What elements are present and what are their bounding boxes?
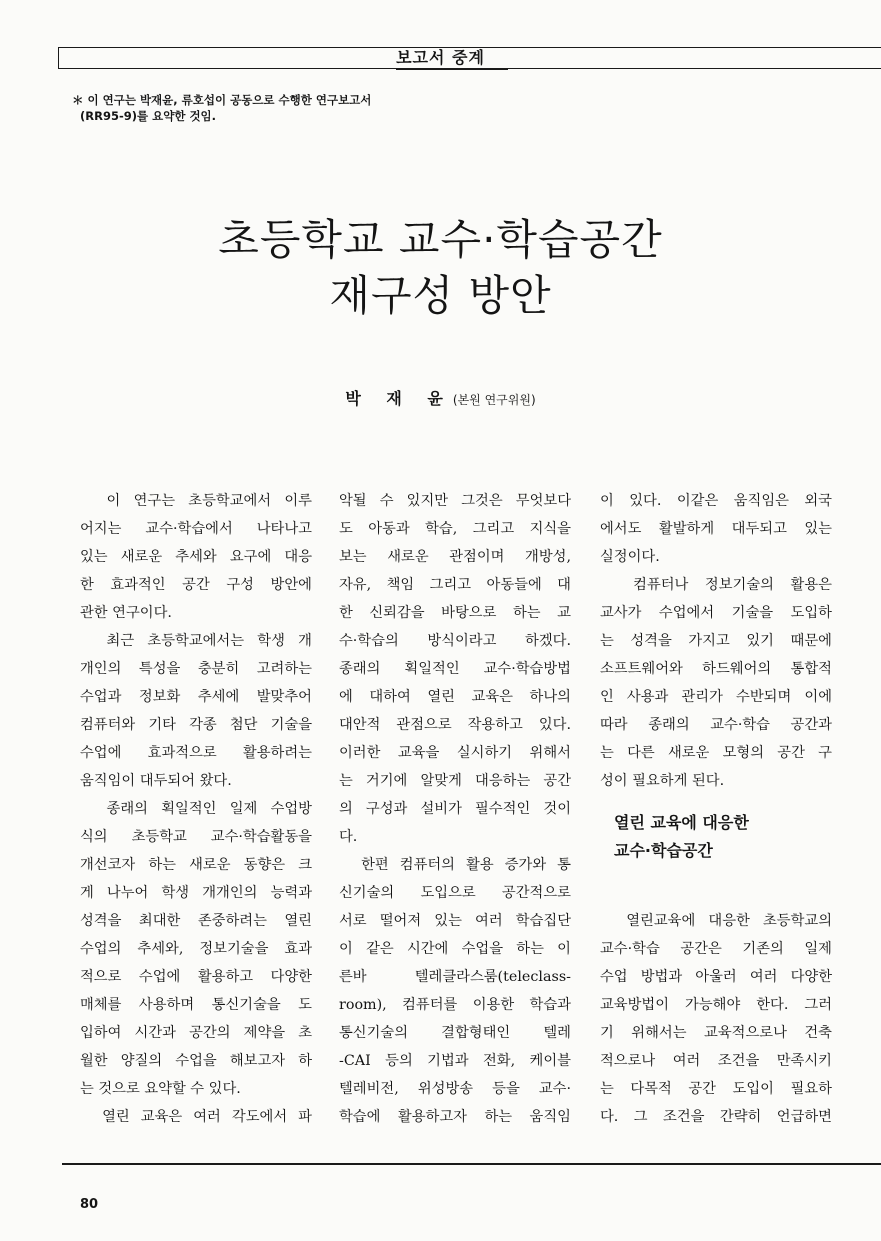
author-byline <box>0 386 881 409</box>
text-line: 이 연구는 초등학교에서 이루 <box>80 493 312 509</box>
text-line: 따라 종래의 교수·학습 공간과 <box>600 717 832 733</box>
text-line: 교사가 수업에서 기술을 도입하 <box>600 605 832 621</box>
text-line: 이 같은 시간에 수업을 하는 이 <box>339 941 571 957</box>
article-title <box>0 212 881 324</box>
text-line: 월한 양질의 수업을 해보고자 하 <box>80 1053 312 1069</box>
text-line: 에서도 활발하게 대두되고 있는 <box>600 521 832 537</box>
text-line: 있는 새로운 추세와 요구에 대응 <box>80 549 312 565</box>
text-line: 대안적 관점으로 작용하고 있다. <box>339 717 571 733</box>
text-line: 최근 초등학교에서는 학생 개 <box>80 633 312 649</box>
section-header-title: 보고서 중계 <box>396 48 485 67</box>
text-line: 성이 필요하게 된다. <box>600 773 725 789</box>
footer-rule <box>62 1163 881 1165</box>
text-line: 어지는 교수·학습에서 나타나고 <box>80 521 312 537</box>
text-line: 악될 수 있지만 그것은 무엇보다 <box>339 493 571 509</box>
text-line: 열린교육에 대응한 초등학교의 <box>600 913 832 929</box>
spacer <box>600 795 832 809</box>
text-line: 교육방법이 가능해야 한다. 그러 <box>600 997 832 1013</box>
author-name: 박 재 윤 <box>345 389 453 408</box>
text-line: 개선코자 하는 새로운 동향은 크 <box>80 857 312 873</box>
text-line: 는 성격을 가지고 있기 때문에 <box>600 633 832 649</box>
text-line: 른바 텔레클라스룸(teleclass- <box>339 969 571 985</box>
footnote <box>72 92 371 124</box>
text-line: 입하여 시간과 공간의 제약을 초 <box>80 1025 312 1041</box>
text-line: 이러한 교육을 실시하기 위해서 <box>339 745 571 761</box>
text-line: 인 사용과 관리가 수반되며 이에 <box>600 689 832 705</box>
body-column-3 <box>600 487 832 1131</box>
text-line: 움직임이 대두되어 왔다. <box>80 773 232 789</box>
text-line: 텔레비전, 위성방송 등을 교수· <box>339 1081 571 1097</box>
footnote-line: (RR95-9)를 요약한 것임. <box>72 109 217 123</box>
text-line: 컴퓨터나 정보기술의 활용은 <box>600 577 832 593</box>
text-line: 통신기술의 결합형태인 텔레 <box>339 1025 571 1041</box>
text-line: 수업에 효과적으로 활용하려는 <box>80 745 312 761</box>
text-line: 컴퓨터와 기타 각종 첨단 기술을 <box>80 717 312 733</box>
text-line: 보는 새로운 관점이며 개방성, <box>339 549 571 565</box>
text-line: 신기술의 도입으로 공간적으로 <box>339 885 571 901</box>
spacer <box>600 865 832 907</box>
text-line: 게 나누어 학생 개개인의 능력과 <box>80 885 312 901</box>
text-line: 개인의 특성을 충분히 고려하는 <box>80 661 312 677</box>
title-line-1: 초등학교 교수·학습공간 <box>218 215 663 264</box>
text-line: 다. <box>339 829 358 845</box>
text-line: 서로 떨어져 있는 여러 학습집단 <box>339 913 571 929</box>
text-line: 는 다목적 공간 도입이 필요하 <box>600 1081 832 1097</box>
text-line: 적으로 수업에 활용하고 다양한 <box>80 969 312 985</box>
text-line: 는 다른 새로운 모형의 공간 구 <box>600 745 832 761</box>
text-line: 이 있다. 이같은 움직임은 외국 <box>600 493 832 509</box>
text-line: 한 효과적인 공간 구성 방안에 <box>80 577 312 593</box>
text-line: 한편 컴퓨터의 활용 증가와 통 <box>339 857 571 873</box>
section-subheading: 교수·학습공간 <box>614 841 713 860</box>
section-header-underline <box>396 68 508 70</box>
text-line: 매체를 사용하며 통신기술을 도 <box>80 997 312 1013</box>
text-line: 다. 그 조건을 간략히 언급하면 <box>600 1109 832 1125</box>
text-line: 수·학습의 방식이라고 하겠다. <box>339 633 571 649</box>
text-line: 에 대하여 열린 교육은 하나의 <box>339 689 571 705</box>
body-column-1 <box>80 487 312 1131</box>
text-line: 종래의 획일적인 교수·학습방법 <box>339 661 571 677</box>
text-line: 성격을 최대한 존중하려는 열린 <box>80 913 312 929</box>
text-line: 적으로나 여러 조건을 만족시키 <box>600 1053 832 1069</box>
text-line: 수업과 정보화 추세에 발맞추어 <box>80 689 312 705</box>
text-line: 식의 초등학교 교수·학습활동을 <box>80 829 312 845</box>
text-line: 한 신뢰감을 바탕으로 하는 교 <box>339 605 571 621</box>
body-column-2 <box>339 487 571 1131</box>
text-line: 실정이다. <box>600 549 660 565</box>
text-line: 종래의 획일적인 일제 수업방 <box>80 801 312 817</box>
text-line: 는 것으로 요약할 수 있다. <box>80 1081 241 1097</box>
text-line: 학습에 활용하고자 하는 움직임 <box>339 1109 571 1125</box>
text-line: room), 컴퓨터를 이용한 학습과 <box>339 997 571 1013</box>
text-line: 교수·학습 공간은 기존의 일제 <box>600 941 832 957</box>
text-line: 는 거기에 알맞게 대응하는 공간 <box>339 773 571 789</box>
text-line: 열린 교육은 여러 각도에서 파 <box>80 1109 312 1125</box>
author-affiliation: (본원 연구위원) <box>452 393 536 407</box>
text-line: 수업의 추세와, 정보기술을 효과 <box>80 941 312 957</box>
text-line: 의 구성과 설비가 필수적인 것이 <box>339 801 571 817</box>
text-line: 기 위해서는 교육적으로나 건축 <box>600 1025 832 1041</box>
section-subheading: 열린 교육에 대응한 <box>614 813 749 832</box>
title-line-2: 재구성 방안 <box>329 271 552 320</box>
text-line: 수업 방법과 아울러 여러 다양한 <box>600 969 832 985</box>
text-line: 관한 연구이다. <box>80 605 172 621</box>
text-line: -CAI 등의 기법과 전화, 케이블 <box>339 1053 571 1069</box>
text-line: 도 아동과 학습, 그리고 지식을 <box>339 521 571 537</box>
footnote-line: ＊ 이 연구는 박재윤, 류호섭이 공동으로 수행한 연구보고서 <box>72 93 372 107</box>
text-line: 소프트웨어와 하드웨어의 통합적 <box>600 661 832 677</box>
page-number: 80 <box>80 1197 99 1212</box>
text-line: 자유, 책임 그리고 아동들에 대 <box>339 577 571 593</box>
